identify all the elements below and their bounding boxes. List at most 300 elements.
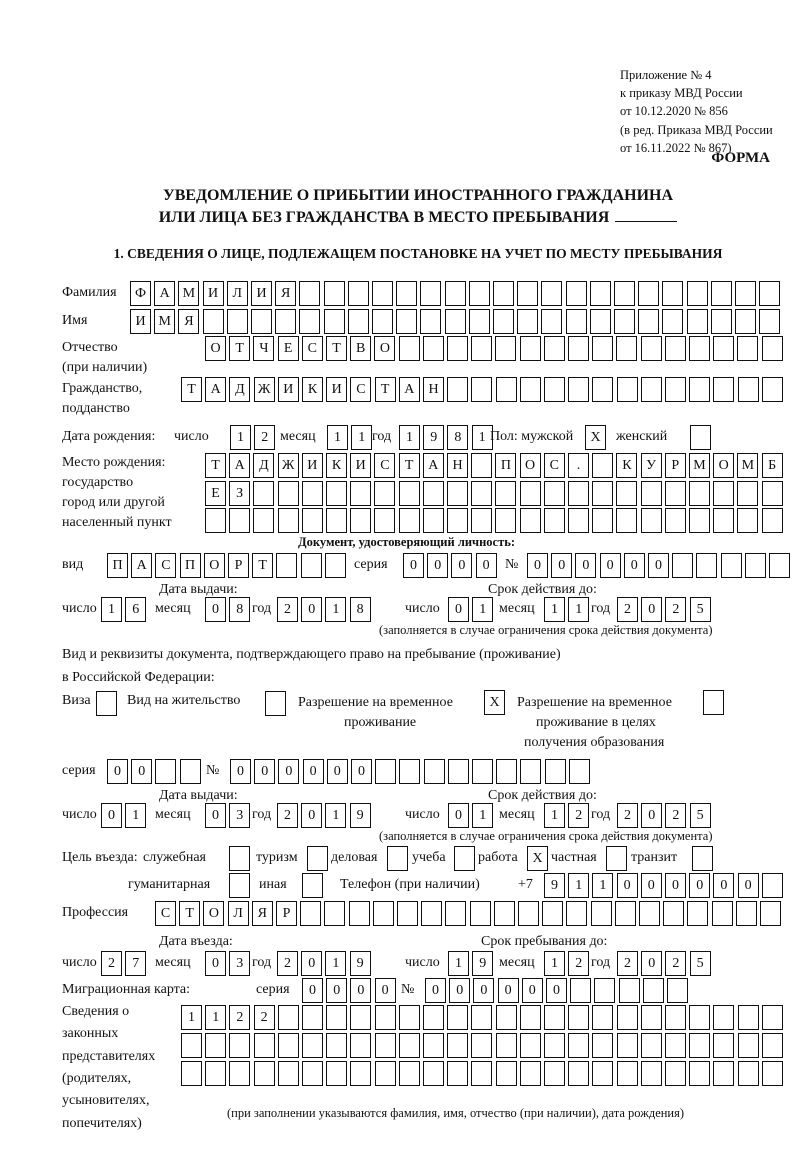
surname-cell[interactable]	[324, 281, 345, 306]
representatives-row-cell[interactable]	[375, 1005, 396, 1030]
profession-cell[interactable]	[421, 901, 442, 926]
representatives-row-cell[interactable]	[205, 1061, 226, 1086]
representatives-row-cell[interactable]: 1	[205, 1005, 226, 1030]
surname-cell[interactable]: И	[203, 281, 224, 306]
purpose-humanitarian-checkbox-cell[interactable]	[229, 873, 250, 898]
doc-number-cell[interactable]	[672, 553, 693, 578]
surname-cell[interactable]: Л	[227, 281, 248, 306]
name-cell[interactable]	[541, 309, 562, 334]
doc-number-cell[interactable]: 0	[600, 553, 621, 578]
representatives-row-cell[interactable]	[471, 1005, 492, 1030]
representatives-row-cell[interactable]	[713, 1061, 734, 1086]
patronymic-cell[interactable]: Т	[326, 336, 347, 361]
stay-until-year-cell[interactable]: 0	[641, 951, 662, 976]
profession-cell[interactable]	[470, 901, 491, 926]
representatives-row-cell[interactable]	[592, 1061, 613, 1086]
representatives-row-cell[interactable]	[496, 1061, 517, 1086]
entry-date-year-cell[interactable]: 2	[277, 951, 298, 976]
representatives-row-cell[interactable]	[350, 1033, 371, 1058]
birth-place-row-cell[interactable]	[737, 508, 758, 533]
res-number-cell[interactable]: 0	[254, 759, 275, 784]
name-cell[interactable]	[445, 309, 466, 334]
birth-place-row-cell[interactable]: Б	[762, 453, 783, 478]
representatives-row-cell[interactable]	[423, 1033, 444, 1058]
profession-cell[interactable]	[494, 901, 515, 926]
birth-place-row-cell[interactable]	[374, 508, 395, 533]
doc-expiry-year-cell[interactable]: 2	[665, 597, 686, 622]
doc-expiry-month-cell[interactable]: 1	[544, 597, 565, 622]
res-series-cell[interactable]	[155, 759, 176, 784]
entry-date-day-cell[interactable]: 7	[125, 951, 146, 976]
citizenship-cell[interactable]	[447, 377, 468, 402]
representatives-row-cell[interactable]	[278, 1061, 299, 1086]
profession-cell[interactable]: С	[155, 901, 176, 926]
mc-series-cell[interactable]: 0	[302, 978, 323, 1003]
doc-issue-year-cell[interactable]: 8	[350, 597, 371, 622]
birth-place-row-cell[interactable]: О	[713, 453, 734, 478]
birth-place-row-cell[interactable]	[616, 508, 637, 533]
patronymic-cell[interactable]: В	[350, 336, 371, 361]
name-cell[interactable]	[566, 309, 587, 334]
place-of-stay-blank[interactable]	[615, 207, 677, 222]
birth-place-row-cell[interactable]	[616, 481, 637, 506]
profession-cell[interactable]	[760, 901, 781, 926]
name-cell[interactable]	[638, 309, 659, 334]
patronymic-cell[interactable]	[399, 336, 420, 361]
representatives-row-cell[interactable]	[181, 1033, 202, 1058]
surname-cell[interactable]	[445, 281, 466, 306]
representatives-row-cell[interactable]	[544, 1033, 565, 1058]
birth-place-row-cell[interactable]	[253, 481, 274, 506]
doc-type-cell[interactable]: Т	[252, 553, 273, 578]
birth-place-row-cell[interactable]: Ж	[278, 453, 299, 478]
sex-female-checkbox-cell[interactable]	[690, 425, 711, 450]
res-series-cell[interactable]: 0	[107, 759, 128, 784]
res-expiry-day-cell[interactable]: 0	[448, 803, 469, 828]
surname-cell[interactable]	[299, 281, 320, 306]
doc-expiry-day-cell[interactable]: 0	[448, 597, 469, 622]
representatives-row-cell[interactable]	[375, 1033, 396, 1058]
res-issue-month-cell[interactable]: 3	[229, 803, 250, 828]
name-cell[interactable]	[687, 309, 708, 334]
surname-cell[interactable]: И	[251, 281, 272, 306]
doc-issue-day-cell[interactable]: 1	[101, 597, 122, 622]
temp-residence-checkbox-cell[interactable]: X	[484, 690, 505, 715]
patronymic-cell[interactable]	[471, 336, 492, 361]
birth-day-cell[interactable]: 2	[254, 425, 275, 450]
phone-cell[interactable]: 0	[665, 873, 686, 898]
name-cell[interactable]: И	[130, 309, 151, 334]
doc-issue-year-cell[interactable]: 0	[301, 597, 322, 622]
surname-cell[interactable]	[566, 281, 587, 306]
representatives-row-cell[interactable]	[302, 1033, 323, 1058]
doc-series-cell[interactable]: 0	[403, 553, 424, 578]
name-cell[interactable]	[299, 309, 320, 334]
birth-place-row-cell[interactable]: М	[737, 453, 758, 478]
patronymic-cell[interactable]: О	[205, 336, 226, 361]
surname-cell[interactable]	[687, 281, 708, 306]
representatives-row-cell[interactable]	[496, 1033, 517, 1058]
profession-cell[interactable]: Т	[179, 901, 200, 926]
citizenship-cell[interactable]: Т	[181, 377, 202, 402]
doc-type-cell[interactable]	[301, 553, 322, 578]
doc-number-cell[interactable]: 0	[648, 553, 669, 578]
name-cell[interactable]	[711, 309, 732, 334]
purpose-work-checkbox-cell[interactable]: X	[527, 846, 548, 871]
representatives-row-cell[interactable]	[471, 1033, 492, 1058]
representatives-row-cell[interactable]	[592, 1033, 613, 1058]
representatives-row-cell[interactable]	[568, 1005, 589, 1030]
res-expiry-year-cell[interactable]: 2	[617, 803, 638, 828]
representatives-row-cell[interactable]	[254, 1033, 275, 1058]
birth-place-row-cell[interactable]	[520, 481, 541, 506]
res-number-cell[interactable]: 0	[303, 759, 324, 784]
birth-year-cell[interactable]: 9	[423, 425, 444, 450]
representatives-row-cell[interactable]	[689, 1005, 710, 1030]
surname-cell[interactable]	[662, 281, 683, 306]
doc-issue-year-cell[interactable]: 2	[277, 597, 298, 622]
res-number-cell[interactable]	[520, 759, 541, 784]
phone-cell[interactable]: 0	[713, 873, 734, 898]
doc-expiry-year-cell[interactable]: 2	[617, 597, 638, 622]
profession-cell[interactable]	[300, 901, 321, 926]
representatives-row-cell[interactable]	[544, 1005, 565, 1030]
birth-place-row-cell[interactable]	[447, 481, 468, 506]
representatives-row-cell[interactable]	[544, 1061, 565, 1086]
patronymic-cell[interactable]: Е	[278, 336, 299, 361]
birth-place-row-cell[interactable]: П	[495, 453, 516, 478]
birth-place-row-cell[interactable]: А	[423, 453, 444, 478]
representatives-row-cell[interactable]: 2	[254, 1005, 275, 1030]
doc-number-cell[interactable]: 0	[527, 553, 548, 578]
entry-date-month-cell[interactable]: 0	[205, 951, 226, 976]
entry-date-day-cell[interactable]: 2	[101, 951, 122, 976]
surname-cell[interactable]	[711, 281, 732, 306]
res-series-cell[interactable]: 0	[131, 759, 152, 784]
birth-place-row-cell[interactable]	[326, 481, 347, 506]
birth-place-row-cell[interactable]	[592, 453, 613, 478]
birth-place-row-cell[interactable]	[689, 481, 710, 506]
phone-cell[interactable]: 0	[617, 873, 638, 898]
citizenship-cell[interactable]	[520, 377, 541, 402]
patronymic-cell[interactable]	[520, 336, 541, 361]
res-expiry-year-cell[interactable]: 5	[690, 803, 711, 828]
profession-cell[interactable]	[663, 901, 684, 926]
surname-cell[interactable]	[348, 281, 369, 306]
birth-place-row-cell[interactable]: А	[229, 453, 250, 478]
representatives-row-cell[interactable]	[375, 1061, 396, 1086]
mc-number-cell[interactable]	[667, 978, 688, 1003]
profession-cell[interactable]	[615, 901, 636, 926]
mc-series-cell[interactable]: 0	[326, 978, 347, 1003]
mc-series-cell[interactable]: 0	[375, 978, 396, 1003]
representatives-row-cell[interactable]	[181, 1061, 202, 1086]
citizenship-cell[interactable]: Д	[229, 377, 250, 402]
doc-expiry-day-cell[interactable]: 1	[472, 597, 493, 622]
surname-cell[interactable]	[469, 281, 490, 306]
name-cell[interactable]	[517, 309, 538, 334]
patronymic-cell[interactable]	[665, 336, 686, 361]
surname-cell[interactable]	[638, 281, 659, 306]
citizenship-cell[interactable]	[762, 377, 783, 402]
name-cell[interactable]	[469, 309, 490, 334]
representatives-row-cell[interactable]: 2	[229, 1005, 250, 1030]
representatives-row-cell[interactable]	[302, 1005, 323, 1030]
birth-place-row-cell[interactable]	[520, 508, 541, 533]
res-issue-month-cell[interactable]: 0	[205, 803, 226, 828]
phone-cell[interactable]: 1	[568, 873, 589, 898]
birth-place-row-cell[interactable]: Н	[447, 453, 468, 478]
doc-type-cell[interactable]: П	[180, 553, 201, 578]
profession-cell[interactable]	[349, 901, 370, 926]
name-cell[interactable]	[227, 309, 248, 334]
birth-place-row-cell[interactable]	[326, 508, 347, 533]
birth-place-row-cell[interactable]: К	[616, 453, 637, 478]
profession-cell[interactable]	[712, 901, 733, 926]
representatives-row-cell[interactable]	[738, 1005, 759, 1030]
doc-number-cell[interactable]	[745, 553, 766, 578]
doc-number-cell[interactable]	[769, 553, 790, 578]
birth-place-row-cell[interactable]	[471, 508, 492, 533]
phone-cell[interactable]: 0	[689, 873, 710, 898]
res-number-cell[interactable]	[569, 759, 590, 784]
surname-cell[interactable]	[759, 281, 780, 306]
birth-place-row-cell[interactable]	[205, 508, 226, 533]
birth-place-row-cell[interactable]	[399, 508, 420, 533]
birth-place-row-cell[interactable]: З	[229, 481, 250, 506]
stay-until-month-cell[interactable]: 2	[568, 951, 589, 976]
doc-type-cell[interactable]: Р	[228, 553, 249, 578]
purpose-study-checkbox-cell[interactable]	[454, 846, 475, 871]
representatives-row-cell[interactable]	[762, 1005, 783, 1030]
birth-place-row-cell[interactable]	[641, 508, 662, 533]
doc-number-cell[interactable]: 0	[575, 553, 596, 578]
mc-series-cell[interactable]: 0	[350, 978, 371, 1003]
phone-cell[interactable]	[762, 873, 783, 898]
birth-place-row-cell[interactable]	[592, 481, 613, 506]
citizenship-cell[interactable]	[689, 377, 710, 402]
birth-place-row-cell[interactable]: Е	[205, 481, 226, 506]
stay-until-day-cell[interactable]: 1	[448, 951, 469, 976]
patronymic-cell[interactable]: Ч	[253, 336, 274, 361]
res-number-cell[interactable]: 0	[351, 759, 372, 784]
res-issue-day-cell[interactable]: 0	[101, 803, 122, 828]
birth-place-row-cell[interactable]: М	[689, 453, 710, 478]
birth-place-row-cell[interactable]	[471, 453, 492, 478]
representatives-row-cell[interactable]	[713, 1033, 734, 1058]
birth-place-row-cell[interactable]	[762, 481, 783, 506]
birth-place-row-cell[interactable]: С	[374, 453, 395, 478]
birth-place-row-cell[interactable]: Д	[253, 453, 274, 478]
citizenship-cell[interactable]: Т	[375, 377, 396, 402]
representatives-row-cell[interactable]	[350, 1061, 371, 1086]
res-number-cell[interactable]	[448, 759, 469, 784]
profession-cell[interactable]	[397, 901, 418, 926]
name-cell[interactable]	[493, 309, 514, 334]
res-number-cell[interactable]	[424, 759, 445, 784]
surname-cell[interactable]	[493, 281, 514, 306]
representatives-row-cell[interactable]	[423, 1005, 444, 1030]
res-number-cell[interactable]: 0	[278, 759, 299, 784]
visa-checkbox-cell[interactable]	[96, 691, 117, 716]
profession-cell[interactable]	[373, 901, 394, 926]
purpose-business-checkbox-cell[interactable]	[387, 846, 408, 871]
res-number-cell[interactable]	[399, 759, 420, 784]
surname-cell[interactable]	[372, 281, 393, 306]
representatives-row-cell[interactable]	[641, 1033, 662, 1058]
res-issue-year-cell[interactable]: 9	[350, 803, 371, 828]
purpose-official-checkbox-cell[interactable]	[229, 846, 250, 871]
representatives-row-cell[interactable]	[568, 1033, 589, 1058]
citizenship-cell[interactable]: А	[205, 377, 226, 402]
profession-cell[interactable]	[542, 901, 563, 926]
mc-number-cell[interactable]	[619, 978, 640, 1003]
purpose-private-checkbox-cell[interactable]	[606, 846, 627, 871]
entry-date-month-cell[interactable]: 3	[229, 951, 250, 976]
citizenship-cell[interactable]	[592, 377, 613, 402]
doc-type-cell[interactable]	[325, 553, 346, 578]
birth-place-row-cell[interactable]	[544, 508, 565, 533]
stay-until-year-cell[interactable]: 2	[617, 951, 638, 976]
birth-place-row-cell[interactable]	[350, 481, 371, 506]
birth-place-row-cell[interactable]: С	[544, 453, 565, 478]
res-expiry-day-cell[interactable]: 1	[472, 803, 493, 828]
name-cell[interactable]	[614, 309, 635, 334]
representatives-row-cell[interactable]	[205, 1033, 226, 1058]
patronymic-cell[interactable]	[616, 336, 637, 361]
mc-number-cell[interactable]: 0	[546, 978, 567, 1003]
doc-type-cell[interactable]: С	[155, 553, 176, 578]
res-issue-day-cell[interactable]: 1	[125, 803, 146, 828]
birth-place-row-cell[interactable]	[689, 508, 710, 533]
citizenship-cell[interactable]	[617, 377, 638, 402]
representatives-row-cell[interactable]	[302, 1061, 323, 1086]
res-issue-year-cell[interactable]: 1	[325, 803, 346, 828]
patronymic-cell[interactable]	[495, 336, 516, 361]
birth-place-row-cell[interactable]	[302, 508, 323, 533]
patronymic-cell[interactable]	[713, 336, 734, 361]
profession-cell[interactable]	[736, 901, 757, 926]
representatives-row-cell[interactable]	[665, 1033, 686, 1058]
representatives-row-cell[interactable]	[641, 1061, 662, 1086]
phone-cell[interactable]: 9	[544, 873, 565, 898]
birth-place-row-cell[interactable]	[278, 481, 299, 506]
birth-place-row-cell[interactable]	[665, 481, 686, 506]
name-cell[interactable]	[759, 309, 780, 334]
patronymic-cell[interactable]	[737, 336, 758, 361]
res-expiry-month-cell[interactable]: 2	[568, 803, 589, 828]
name-cell[interactable]	[590, 309, 611, 334]
representatives-row-cell[interactable]	[447, 1005, 468, 1030]
surname-cell[interactable]: Ф	[130, 281, 151, 306]
res-number-cell[interactable]	[375, 759, 396, 784]
citizenship-cell[interactable]: К	[302, 377, 323, 402]
profession-cell[interactable]: Л	[228, 901, 249, 926]
birth-year-cell[interactable]: 1	[399, 425, 420, 450]
representatives-row-cell[interactable]	[641, 1005, 662, 1030]
representatives-row-cell[interactable]	[229, 1033, 250, 1058]
patronymic-cell[interactable]	[641, 336, 662, 361]
birth-place-row-cell[interactable]	[544, 481, 565, 506]
birth-place-row-cell[interactable]	[568, 508, 589, 533]
birth-place-row-cell[interactable]	[713, 508, 734, 533]
birth-place-row-cell[interactable]	[713, 481, 734, 506]
profession-cell[interactable]	[639, 901, 660, 926]
doc-type-cell[interactable]	[276, 553, 297, 578]
birth-place-row-cell[interactable]: К	[326, 453, 347, 478]
representatives-row-cell[interactable]	[689, 1033, 710, 1058]
surname-cell[interactable]	[517, 281, 538, 306]
doc-issue-month-cell[interactable]: 0	[205, 597, 226, 622]
entry-date-year-cell[interactable]: 0	[301, 951, 322, 976]
representatives-row-cell[interactable]	[762, 1061, 783, 1086]
doc-issue-day-cell[interactable]: 6	[125, 597, 146, 622]
birth-place-row-cell[interactable]: .	[568, 453, 589, 478]
representatives-row-cell[interactable]	[447, 1033, 468, 1058]
doc-type-cell[interactable]: О	[204, 553, 225, 578]
profession-cell[interactable]: О	[203, 901, 224, 926]
res-number-cell[interactable]: 0	[327, 759, 348, 784]
representatives-row-cell[interactable]	[617, 1061, 638, 1086]
doc-issue-year-cell[interactable]: 1	[325, 597, 346, 622]
doc-series-cell[interactable]: 0	[451, 553, 472, 578]
patronymic-cell[interactable]	[762, 336, 783, 361]
birth-year-cell[interactable]: 1	[472, 425, 493, 450]
patronymic-cell[interactable]	[592, 336, 613, 361]
res-number-cell[interactable]	[545, 759, 566, 784]
temp-residence-edu-checkbox-cell[interactable]	[703, 690, 724, 715]
mc-number-cell[interactable]: 0	[449, 978, 470, 1003]
representatives-row-cell[interactable]	[278, 1033, 299, 1058]
birth-place-row-cell[interactable]	[399, 481, 420, 506]
representatives-row-cell[interactable]	[326, 1005, 347, 1030]
representatives-row-cell[interactable]	[326, 1033, 347, 1058]
name-cell[interactable]	[372, 309, 393, 334]
res-number-cell[interactable]	[472, 759, 493, 784]
name-cell[interactable]	[396, 309, 417, 334]
representatives-row-cell[interactable]	[278, 1005, 299, 1030]
res-series-cell[interactable]	[180, 759, 201, 784]
representatives-row-cell[interactable]	[592, 1005, 613, 1030]
citizenship-cell[interactable]	[665, 377, 686, 402]
representatives-row-cell[interactable]	[738, 1033, 759, 1058]
name-cell[interactable]	[735, 309, 756, 334]
doc-expiry-year-cell[interactable]: 0	[641, 597, 662, 622]
name-cell[interactable]: М	[154, 309, 175, 334]
mc-number-cell[interactable]: 0	[425, 978, 446, 1003]
doc-series-cell[interactable]: 0	[427, 553, 448, 578]
patronymic-cell[interactable]	[544, 336, 565, 361]
name-cell[interactable]	[203, 309, 224, 334]
doc-type-cell[interactable]: А	[131, 553, 152, 578]
citizenship-cell[interactable]	[496, 377, 517, 402]
citizenship-cell[interactable]: И	[326, 377, 347, 402]
representatives-row-cell[interactable]	[520, 1033, 541, 1058]
birth-place-row-cell[interactable]	[278, 508, 299, 533]
patronymic-cell[interactable]	[689, 336, 710, 361]
birth-place-row-cell[interactable]	[737, 481, 758, 506]
stay-until-day-cell[interactable]: 9	[472, 951, 493, 976]
birth-place-row-cell[interactable]	[350, 508, 371, 533]
surname-cell[interactable]	[541, 281, 562, 306]
phone-cell[interactable]: 0	[738, 873, 759, 898]
citizenship-cell[interactable]	[568, 377, 589, 402]
name-cell[interactable]	[662, 309, 683, 334]
representatives-row-cell[interactable]	[496, 1005, 517, 1030]
citizenship-cell[interactable]: Ж	[254, 377, 275, 402]
profession-cell[interactable]	[591, 901, 612, 926]
mc-number-cell[interactable]: 0	[498, 978, 519, 1003]
